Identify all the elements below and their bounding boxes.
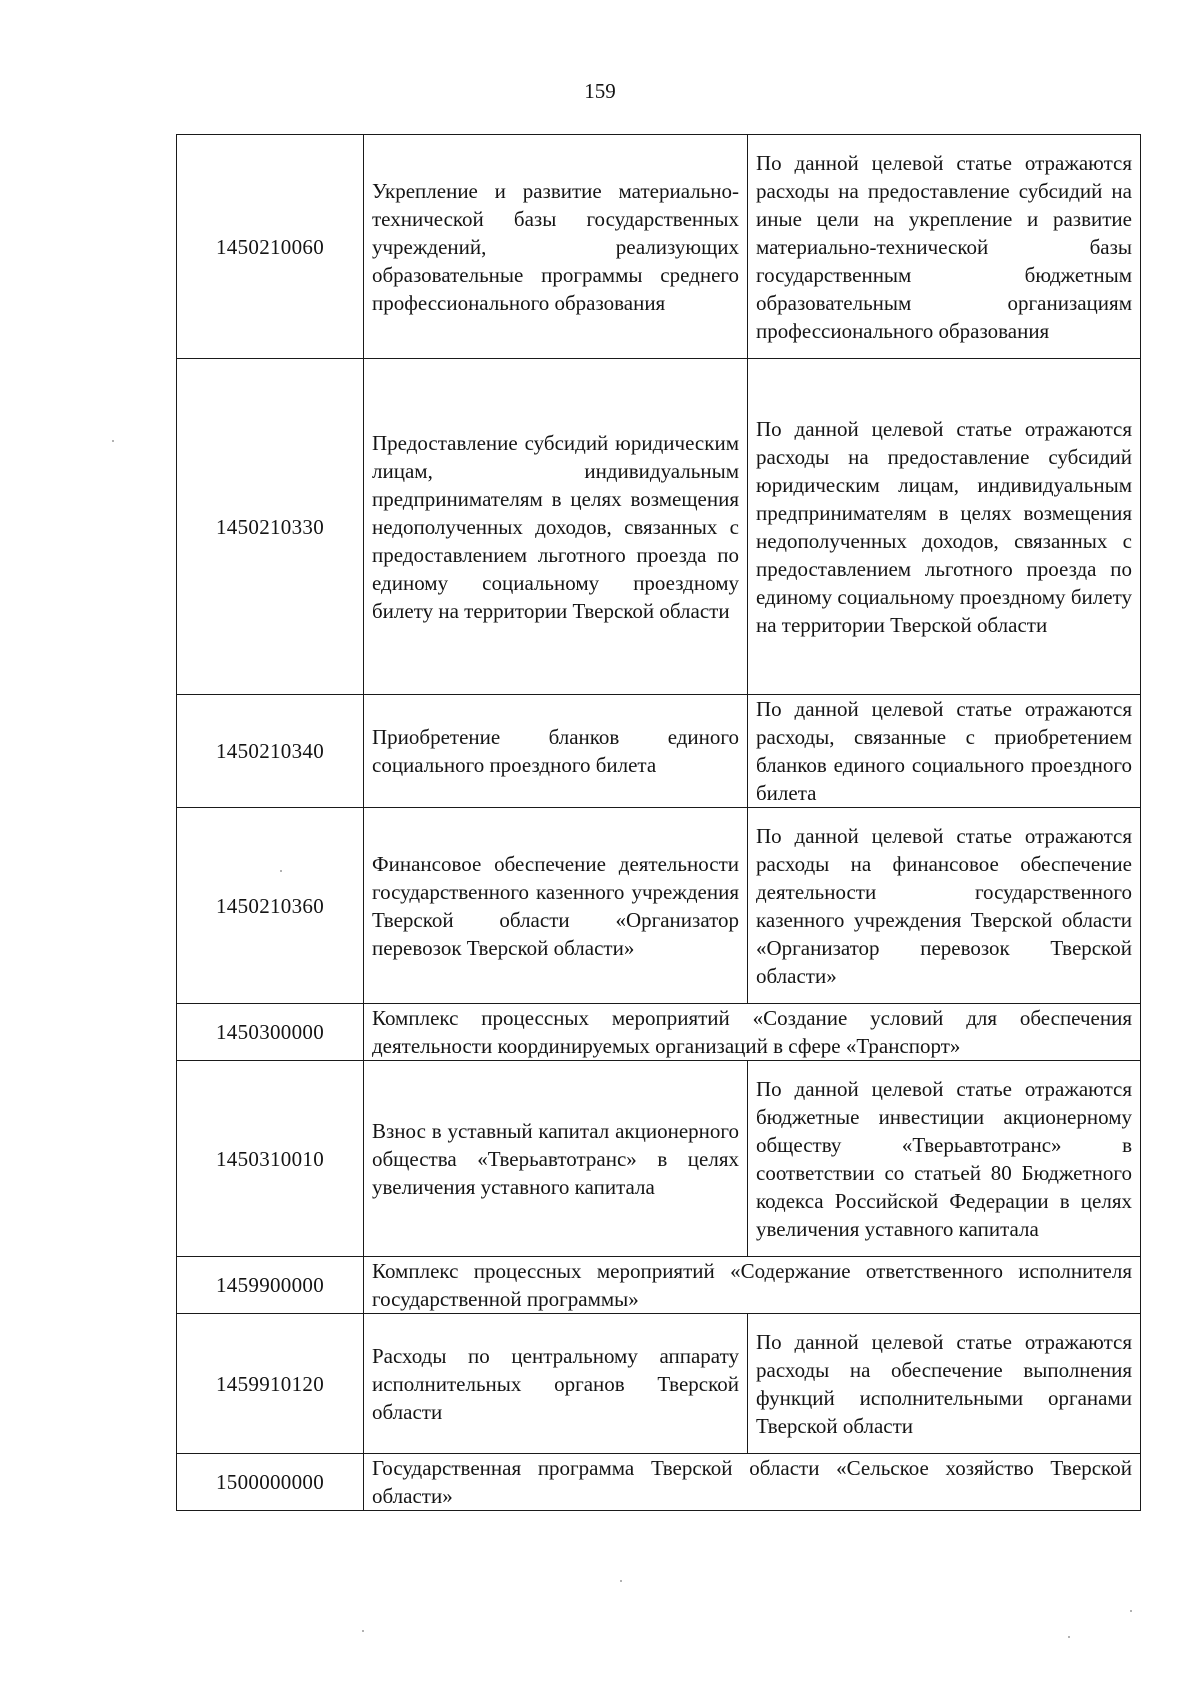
table-row [177, 1314, 1141, 1454]
table-row [177, 359, 1141, 695]
scan-speck [620, 1580, 622, 1582]
table-row [177, 808, 1141, 1004]
row-note: По данной целевой статье отражаются расходы на обеспечение выполнения функций исполнительными органами Тверской области [748, 1314, 1141, 1454]
scan-speck [1130, 1610, 1132, 1612]
table-row-section [177, 1454, 1141, 1511]
scan-speck [362, 1630, 364, 1632]
row-name: Приобретение бланков единого социального проездного билета [364, 695, 748, 808]
table-row-section [177, 1004, 1141, 1061]
row-note: По данной целевой статье отражаются расходы на предоставление субсидий на иные цели на укрепление и развитие материально-технической базы государственным бюджетным образовательным организациям профессионального образования [748, 135, 1141, 359]
row-code: 1450310010 [177, 1061, 364, 1257]
row-name: Взнос в уставный капитал акционерного общества «Тверьавтотранс» в целях увеличения уставного капитала [364, 1061, 748, 1257]
row-code: 1459900000 [177, 1257, 364, 1314]
row-note: По данной целевой статье отражаются расходы на финансовое обеспечение деятельности государственного казенного учреждения Тверской области «Организатор перевозок Тверской области» [748, 808, 1141, 1004]
row-note: По данной целевой статье отражаются расходы, связанные с приобретением бланков единого социального проездного билета [748, 695, 1141, 808]
row-section-title: Государственная программа Тверской области «Сельское хозяйство Тверской области» [364, 1454, 1141, 1511]
table-row [177, 695, 1141, 808]
table-row [177, 1061, 1141, 1257]
scan-speck [280, 870, 282, 872]
row-section-title: Комплекс процессных мероприятий «Содержание ответственного исполнителя государственной программы» [364, 1257, 1141, 1314]
row-code: 1450300000 [177, 1004, 364, 1061]
row-code: 1500000000 [177, 1454, 364, 1511]
row-name: Укрепление и развитие материально-технической базы государственных учреждений, реализующих образовательные программы среднего профессионального образования [364, 135, 748, 359]
row-code: 1450210060 [177, 135, 364, 359]
scan-speck [1068, 1636, 1070, 1638]
row-note: По данной целевой статье отражаются бюджетные инвестиции акционерному обществу «Тверьавтотранс» в соответствии со статьей 80 Бюджетного кодекса Российской Федерации в целях увеличения уставного капитала [748, 1061, 1141, 1257]
row-section-title: Комплекс процессных мероприятий «Создание условий для обеспечения деятельности координируемых организаций в сфере «Транспорт» [364, 1004, 1141, 1061]
table-row [177, 135, 1141, 359]
table-row-section [177, 1257, 1141, 1314]
row-code: 1450210330 [177, 359, 364, 695]
row-name: Расходы по центральному аппарату исполнительных органов Тверской области [364, 1314, 748, 1454]
row-name: Финансовое обеспечение деятельности государственного казенного учреждения Тверской области «Организатор перевозок Тверской области» [364, 808, 748, 1004]
page-number: 159 [584, 79, 616, 103]
row-name: Предоставление субсидий юридическим лицам, индивидуальным предпринимателям в целях возмещения недополученных доходов, связанных с предоставлением льготного проезда по единому социальному проездному билету на территории Тверской области [364, 359, 748, 695]
row-code: 1459910120 [177, 1314, 364, 1454]
row-code: 1450210360 [177, 808, 364, 1004]
row-code: 1450210340 [177, 695, 364, 808]
budget-items-table [176, 134, 1141, 1511]
row-note: По данной целевой статье отражаются расходы на предоставление субсидий юридическим лицам, индивидуальным предпринимателям в целях возмещения недополученных доходов, связанных с предоставлением льготного проезда по единому социальному проездному билету на территории Тверской области [748, 359, 1141, 695]
scan-speck [112, 440, 114, 442]
